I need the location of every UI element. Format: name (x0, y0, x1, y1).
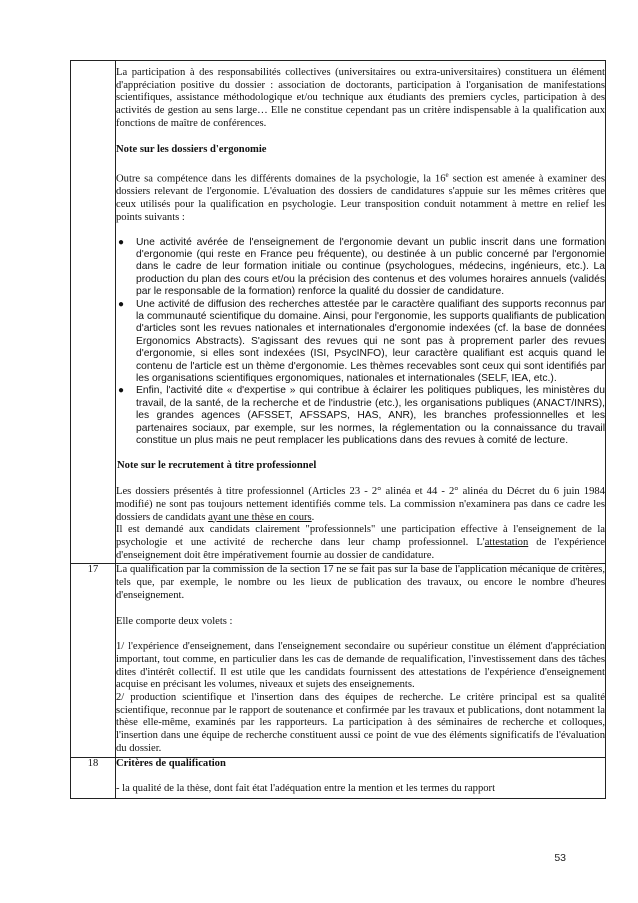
bullet-icon: ● (118, 298, 125, 310)
section-number-cell (71, 61, 116, 564)
list-item: ● Une activité avérée de l'enseignement de l'ergonomie devant un public inscrit dans une formation d'ergonomie (qui reste en France peu fréquente), ou destinée à un public concerné par l'ergonomie dans le cadre de leur formation initiale ou continue (psychologues, médecins, ingénieurs, etc.). La production du plan des cours et/ou la précision des contenus et des volumes horaires annuels (validés par le responsable de la formation) renforce la qualité du dossier de candidature. (118, 236, 605, 298)
ergonomie-intro-paragraph: Outre sa compétence dans les différents domaines de la psychologie, la 16e section est amenée à examiner des dossiers relevant de l'ergonomie. L'évaluation des dossiers de candidatures s'appuie sur les mêmes critères que ceux utilisés pour la qualification en psychologie. Leur transposition conduit notamment à mettre en relief les points suivants : (116, 171, 605, 223)
section-number-cell: 17 (71, 564, 116, 757)
section-18-content (116, 757, 606, 798)
underlined-phrase: ayant une thèse en cours (208, 511, 312, 523)
section-number-cell: 18 (71, 757, 116, 798)
section-17-paragraph-1: La qualification par la commission de la section 17 ne se fait pas sur la base de l'application mécanique de critères, tels que, par exemple, le nombre ou les lieux de publication des travaux, ou encore le nombre d'heures d'enseignement. (116, 564, 605, 601)
table-row (71, 61, 606, 564)
sections-table (70, 60, 606, 799)
section-16-content (116, 61, 606, 564)
table-row (71, 757, 606, 798)
participation-paragraph: La participation à des responsabilités collectives (universitaires ou extra-universitaires) constituera un élément d'appréciation positive du dossier : association de doctorants, participation à l'organisation de manifestations scientifiques, assistance méthodologique et/ou technique aux étudiants des premiers cycles, participation à des activités de gestion au sens large… Elle ne constitue cependant pas un critère indispensable à la qualification aux fonctions de maître de conférences. (116, 67, 605, 129)
underlined-word: attestation (484, 536, 529, 548)
section-18-heading: Critères de qualification (116, 757, 226, 769)
recrutement-requirement-paragraph: Il est demandé aux candidats clairement "professionnels" une participation effective à l'enseignement de la psychologie et une activité de recherche dans leur champ professionnel. L'attestation de l'expérience d'enseignement doit être impérativement fournie au dossier de candidature. (116, 524, 605, 561)
section-17-paragraph-2: Elle comporte deux volets : (116, 615, 233, 627)
list-item: ● Enfin, l'activité dite « d'expertise » qui contribue à éclairer les politiques publiques, les ministères du travail, de la santé, de la recherche et de l'industrie (etc.), les organisations publiques (ANACT/INRS), les grandes agences (AFSSET, AFSSAPS, HAS, ANR), les branches professionnelles et les partenaires sociaux, par exemple, sur les normes, la réglementation ou la connaissance du travail constitue un plus mais ne peut remplacer les publications dans des revues à comité de lecture. (118, 385, 605, 447)
section-17-paragraph-4: 2/ production scientifique et l'insertion dans des équipes de recherche. Le critère principal est sa qualité scientifique, reconnue par le rapport de soutenance et confirmée par les travaux et publications, dont notamment la thèse elle-même, examinés par les rapporteurs. La participation à des séminaires de recherche et colloques, l'insertion dans une équipe de recherche constituent aussi ce point de vue des éléments significatifs de l'évaluation du dossier. (116, 692, 605, 754)
section-18-paragraph-1: - la qualité de la thèse, dont fait état l'adéquation entre la mention et les termes du rapport (116, 783, 496, 795)
list-item: ● Une activité de diffusion des recherches attestée par le caractère qualifiant des supports reconnus par la communauté scientifique du domaine. Ainsi, pour l'ergonomie, les supports qualifiants de publication d'articles sont les revues nationales et internationales d'ergonomie indexées (cf. la base de données Ergonomics Abstracts). S'agissant des revues qui ne sont pas à proprement parler des revues d'ergonomie, si elles sont indexées (ISI, PsycINFO), leur caractère qualifiant est acquis quand le contenu de l'article est un thème d'ergonomie. Les thèmes recevables sont ceux qui sont identifiés par les organisations scientifiques ergonomiques, nationales et internationales (SELF, IEA, etc.). (118, 298, 605, 385)
table-row (71, 564, 606, 757)
ergonomie-bullet-list (116, 237, 605, 448)
bullet-icon: ● (118, 236, 125, 248)
section-17-content (116, 564, 606, 757)
bullet-icon: ● (118, 385, 125, 397)
recrutement-paragraph: Les dossiers présentés à titre professionnel (Articles 23 - 2° alinéa et 44 - 2° alinéa du Décret du 6 juin 1984 modifié) ne sont pas toujours nettement identifiés comme tels. La commission n'examinera pas dans ce cadre les dossiers de candidats ayant une thèse en cours. (116, 486, 605, 523)
ergonomie-heading: Note sur les dossiers d'ergonomie (116, 143, 267, 155)
section-17-paragraph-3: 1/ l'expérience d'enseignement, dans l'enseignement secondaire ou supérieur constitue un élément d'appréciation important, tout comme, en particulier dans les cas de demande de requalification, l'investissement dans des tâches dites d'intérêt collectif. Il est utile que les candidats fournissent des attestations de l'expérience d'enseignement acquise en précisant les volumes, niveaux et sujets des enseignements. (116, 641, 605, 691)
recrutement-heading: Note sur le recrutement à titre professionnel (117, 460, 317, 472)
page-number: 53 (554, 852, 566, 864)
